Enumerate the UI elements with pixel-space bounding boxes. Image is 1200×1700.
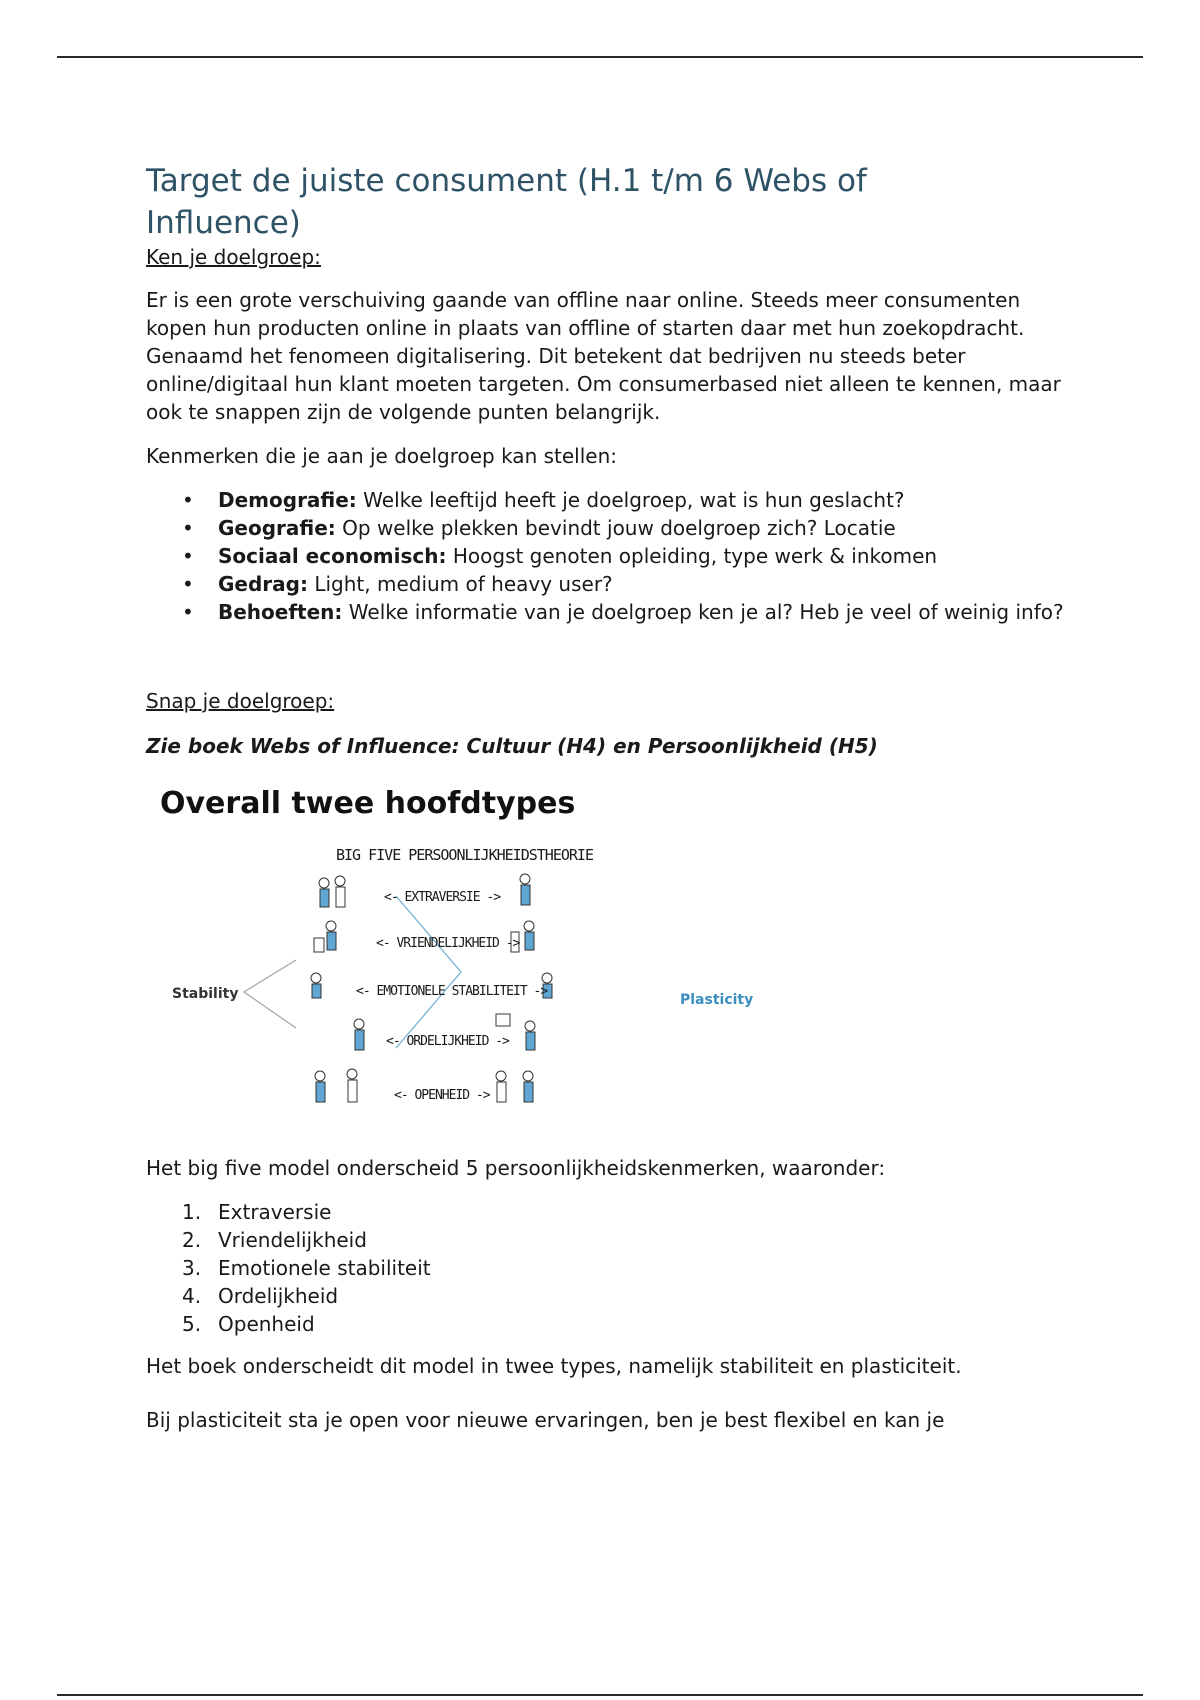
person-icon [520,874,530,905]
list-item: • Sociaal economisch: Hoogst genoten opleiding, type werk & inkomen [182,544,938,568]
figure-subtitle: BIG FIVE PERSOONLIJKHEIDSTHEORIE [336,846,593,864]
bullet-icon: • [182,544,194,568]
trait-label: <- EXTRAVERSIE -> [384,890,501,905]
figure-title: Overall twee hoofdtypes [160,786,576,821]
list-item: 5. Openheid [182,1312,315,1336]
bullet-icon: • [182,516,194,540]
bullet-icon: • [182,572,194,596]
bigfive-list [146,1198,1066,1338]
section-heading-snap: Snap je doelgroep: [146,689,335,713]
list-item: • Gedrag: Light, medium of heavy user? [182,572,613,596]
bottom-rule [57,1694,1143,1696]
bullet-icon: • [182,600,194,624]
figure-diagram [146,786,766,1126]
trait-label: <- VRIENDELIJKHEID -> [376,936,520,951]
characteristics-list [146,486,1066,626]
types-paragraph: Het boek onderscheidt dit model in twee types, namelijk stabiliteit en plasticiteit. [146,1354,962,1378]
list-item: 1. Extraversie [182,1200,332,1224]
stability-bracket [244,960,296,1028]
top-rule [57,56,1143,58]
person-icon [354,1019,364,1050]
person-icon [496,1071,533,1102]
trait-label: <- ORDELIJKHEID -> [386,1034,509,1049]
trait-label: <- OPENHEID -> [394,1088,490,1103]
stability-label: Stability [172,986,239,1002]
plasticity-label: Plasticity [680,992,754,1008]
document-body [146,160,1066,1450]
person-icon [314,921,336,952]
list-item: 2. Vriendelijkheid [182,1228,367,1252]
list-item: • Behoeften: Welke informatie van je doelgroep ken je al? Heb je veel of weinig info? [182,600,1064,624]
list-item: • Geografie: Op welke plekken bevindt jouw doelgroep zich? Locatie [182,516,896,540]
plasticity-bracket [396,896,461,1048]
list-item: • Demografie: Welke leeftijd heeft je doelgroep, wat is hun geslacht? [182,488,905,512]
list-item: 4. Ordelijkheid [182,1284,339,1308]
bigfive-intro: Het big five model onderscheid 5 persoonlijkheidskenmerken, waaronder: [146,1156,886,1180]
trait-label: <- EMOTIONELE STABILITEIT -> [356,984,548,999]
page-title: Target de juiste consument (H.1 t/m 6 Webs of Influence) [146,163,867,241]
intro-paragraph: Er is een grote verschuiving gaande van offline naar online. Steeds meer consumenten kopen hun producten online in plaats van offline of starten daar met hun zoekopdracht. Genaamd het fenomeen digitalisering. Dit betekent dat bedrijven nu steeds beter online/digitaal hun klant moeten targeten. Om consumerbased niet alleen te kennen, maar ook te snappen zijn de volgende punten belangrijk. [146,288,1061,424]
list-item: 3. Emotionele stabiliteit [182,1256,431,1280]
person-icon [315,1069,357,1102]
big-five-figure [146,786,766,1126]
section-heading-ken: Ken je doelgroep: [146,245,321,269]
person-icon [319,876,345,907]
person-icon [311,973,321,998]
book-reference: Zie boek Webs of Influence: Cultuur (H4) en Persoonlijkheid (H5) [146,734,878,758]
bullet-icon: • [182,488,194,512]
characteristics-intro: Kenmerken die je aan je doelgroep kan stellen: [146,444,617,468]
plasticity-paragraph: Bij plasticiteit sta je open voor nieuwe ervaringen, ben je best flexibel en kan je [146,1408,945,1432]
